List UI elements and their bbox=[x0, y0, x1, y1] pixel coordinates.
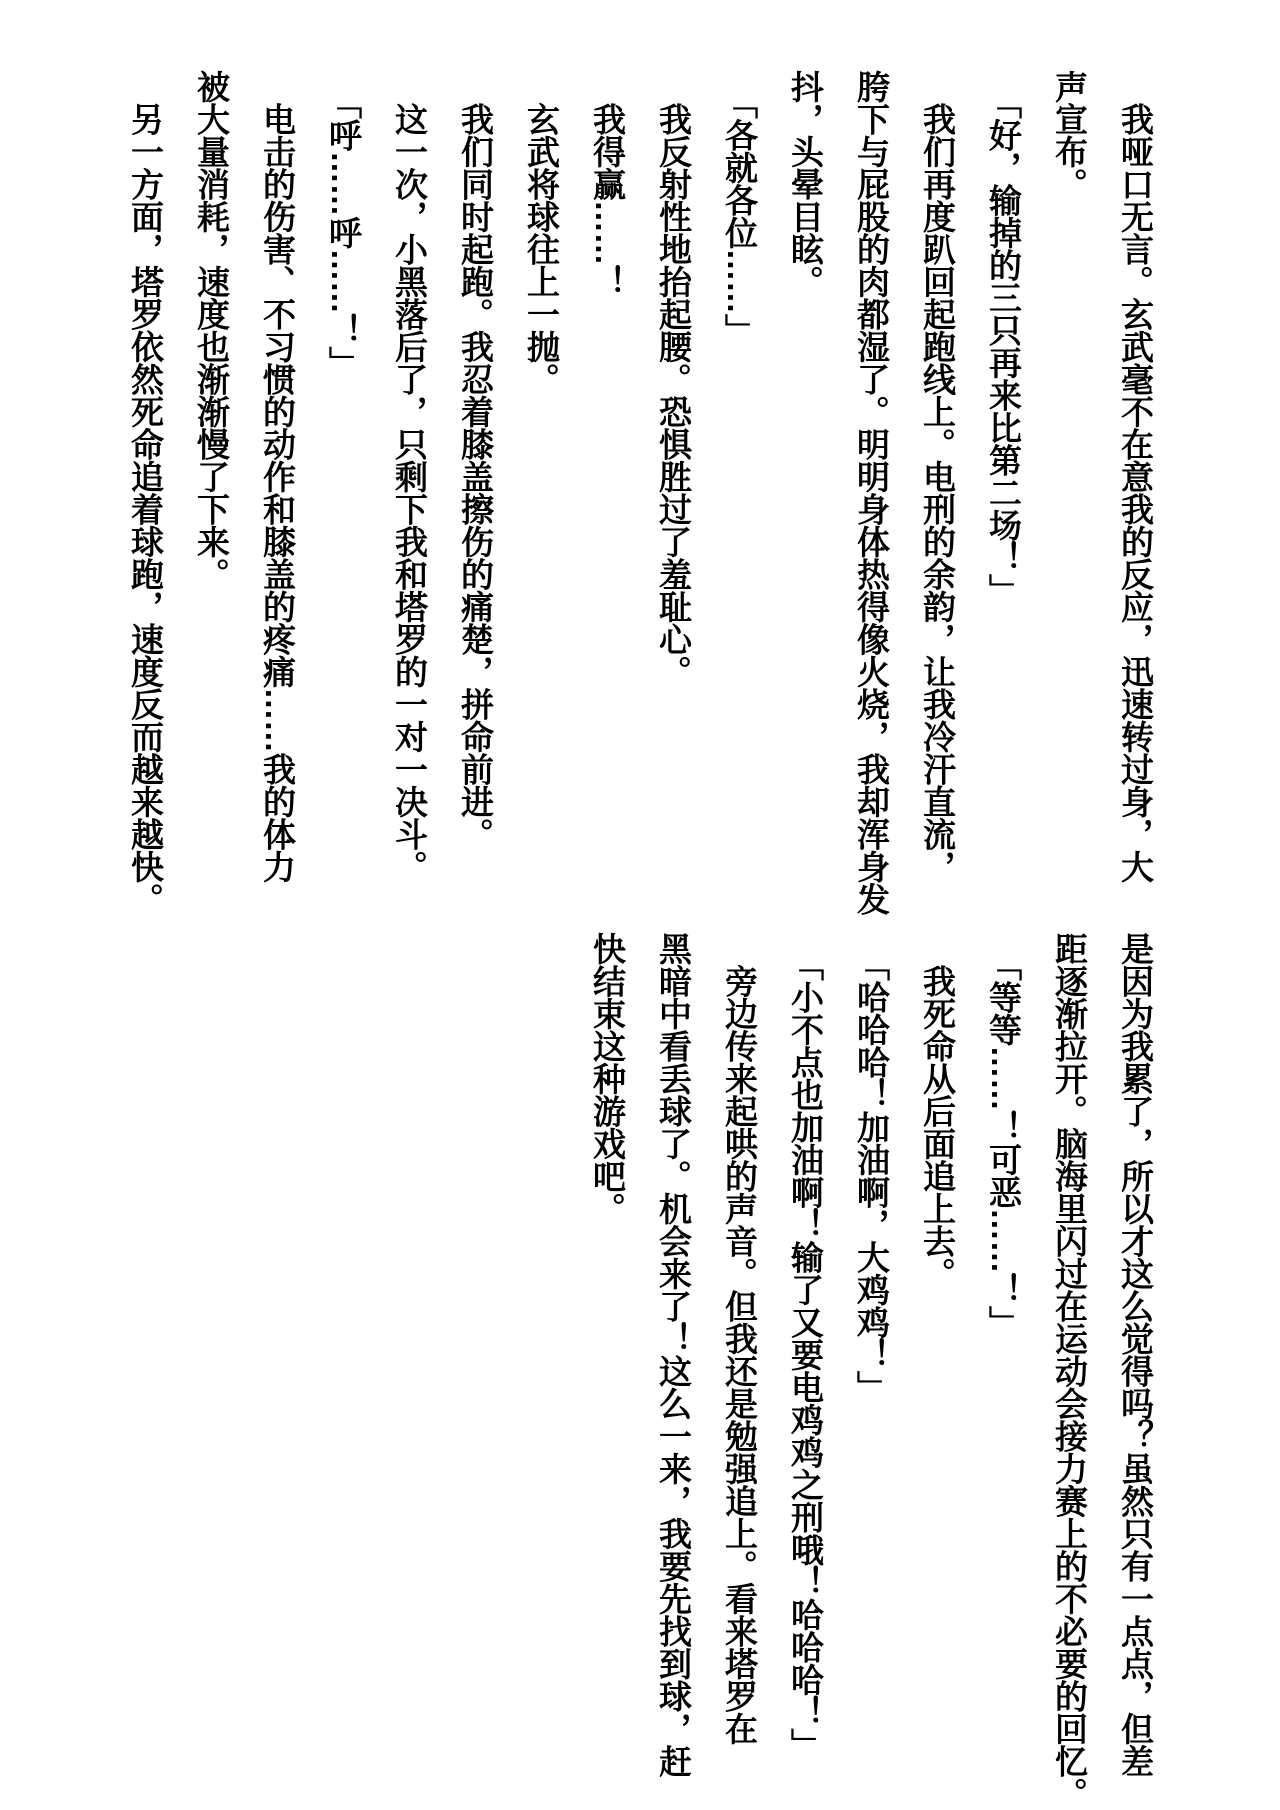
text-column: 「好，输掉的三只再来比第二场！」 bbox=[985, 70, 1022, 606]
text-column: 玄武将球往上一抛。 bbox=[523, 70, 560, 395]
text-column: 是因为我累了，所以才这么觉得吗？虽然只有一点点，但差 bbox=[1117, 932, 1154, 1777]
text-column: 我得赢……！ bbox=[589, 70, 626, 298]
text-column: 快结束这种游戏吧。 bbox=[589, 932, 626, 1225]
text-column: 「哈哈哈！加油啊，大鸡鸡！」 bbox=[853, 932, 890, 1403]
text-column: 旁边传来起哄的声音。但我还是勉强追上。看来塔罗在 bbox=[721, 932, 758, 1745]
text-column: 我反射性地抬起腰。恐惧胜过了羞耻心。 bbox=[655, 70, 692, 688]
text-column: 另一方面，塔罗依然死命追着球跑，速度反而越来越快。 bbox=[127, 70, 164, 915]
text-column: 我们同时起跑。我忍着膝盖擦伤的痛楚，拼命前进。 bbox=[457, 70, 494, 850]
text-column: 我们再度趴回起跑线上。电刑的余韵，让我冷汗直流， bbox=[919, 70, 956, 883]
text-column: 「等等……！可恶……！」 bbox=[985, 932, 1022, 1338]
text-column: 我哑口无言。玄武毫不在意我的反应，迅速转过身，大 bbox=[1117, 70, 1154, 883]
text-column: 我死命从后面追上去。 bbox=[919, 932, 956, 1290]
text-column: 这一次，小黑落后了，只剩下我和塔罗的一对一决斗。 bbox=[391, 70, 428, 883]
text-column: 抖，头晕目眩。 bbox=[787, 70, 824, 298]
text-column: 距逐渐拉开。脑海里闪过在运动会接力赛上的不必要的回忆。 bbox=[1051, 932, 1088, 1810]
text-column: 「小不点也加油啊！输了又要电鸡鸡之刑哦！哈哈哈！」 bbox=[787, 932, 824, 1761]
text-column: 被大量消耗，速度也渐渐慢了下来。 bbox=[193, 70, 230, 590]
text-column: 「呼……呼……！」 bbox=[325, 70, 362, 379]
text-block-top bbox=[112, 70, 1168, 935]
text-column: 「各就各位……」 bbox=[721, 70, 758, 346]
text-column: 声宣布。 bbox=[1051, 70, 1088, 200]
text-block-bottom bbox=[574, 932, 1168, 1810]
text-column: 胯下与屁股的肉都湿了。明明身体热得像火烧，我却浑身发 bbox=[853, 70, 890, 915]
text-column: 黑暗中看丢球了。机会来了！这么一来，我要先找到球，赶 bbox=[655, 932, 692, 1777]
text-column: 电击的伤害、不习惯的动作和膝盖的疼痛……我的体力 bbox=[259, 70, 296, 883]
